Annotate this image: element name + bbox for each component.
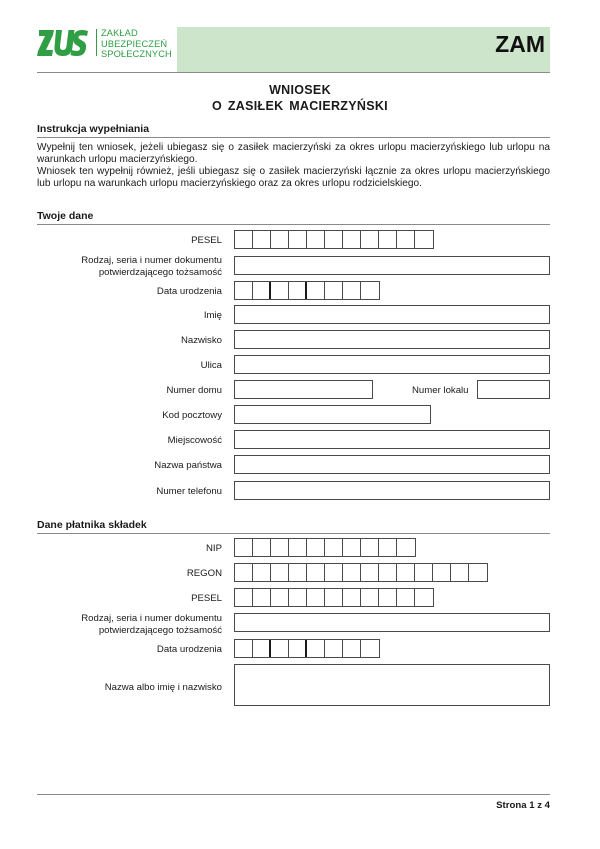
payer-birth-date-cells[interactable] (234, 639, 380, 658)
digit-cell[interactable] (325, 231, 343, 248)
payer-name-label: Nazwa albo imię i nazwisko (104, 682, 222, 693)
street-input[interactable] (234, 355, 550, 374)
apartment-number-label: Numer lokalu (412, 385, 469, 396)
country-input[interactable] (234, 455, 550, 474)
digit-cell[interactable] (361, 564, 379, 581)
street-label: Ulica (200, 360, 222, 371)
digit-cell[interactable] (289, 539, 307, 556)
payer-pesel-label: PESEL (191, 593, 222, 604)
digit-cell[interactable] (325, 640, 343, 657)
digit-cell[interactable] (361, 231, 379, 248)
digit-cell[interactable] (253, 539, 271, 556)
digit-cell[interactable] (343, 640, 361, 657)
digit-cell[interactable] (415, 564, 433, 581)
digit-cell[interactable] (307, 282, 325, 299)
digit-cell[interactable] (235, 539, 253, 556)
digit-cell[interactable] (271, 640, 289, 657)
digit-cell[interactable] (343, 589, 361, 606)
digit-cell[interactable] (469, 564, 487, 581)
instructions-paragraph-1: Wypełnij ten wniosek, jeżeli ubiegasz się o zasiłek macierzyński za okres urlopu macierzyńskiego lub urlopu na warunkach urlopu macierzyńskiego. (37, 142, 550, 165)
regon-cells[interactable] (234, 563, 488, 582)
logo-divider (96, 29, 97, 56)
digit-cell[interactable] (343, 539, 361, 556)
instructions-paragraph-2: Wniosek ten wypełnij również, jeśli ubiegasz się o zasiłek macierzyński łącznie za okres urlopu macierzyńskiego lub urlopu na warunkach urlopu macierzyńskiego oraz za okres urlopu rodzicielskiego. (37, 166, 550, 189)
digit-cell[interactable] (379, 539, 397, 556)
digit-cell[interactable] (235, 231, 253, 248)
digit-cell[interactable] (271, 231, 289, 248)
phone-input[interactable] (234, 481, 550, 500)
digit-cell[interactable] (361, 640, 379, 657)
digit-cell[interactable] (397, 564, 415, 581)
digit-cell[interactable] (397, 539, 415, 556)
digit-cell[interactable] (253, 282, 271, 299)
document-label: Rodzaj, seria i numer dokumentu potwierdzającego tożsamość (81, 255, 222, 278)
digit-cell[interactable] (271, 539, 289, 556)
form-title-line1: WNIOSEK (269, 83, 331, 97)
country-label: Nazwa państwa (154, 460, 222, 471)
digit-cell[interactable] (325, 589, 343, 606)
digit-cell[interactable] (343, 231, 361, 248)
header-band (177, 27, 550, 72)
digit-cell[interactable] (289, 231, 307, 248)
payer-pesel-cells[interactable] (234, 588, 434, 607)
house-number-label: Numer domu (166, 385, 222, 396)
payer-document-label: Rodzaj, seria i numer dokumentu potwierdzającego tożsamość (81, 613, 222, 636)
digit-cell[interactable] (361, 282, 379, 299)
payer-name-input[interactable] (234, 664, 550, 706)
digit-cell[interactable] (361, 589, 379, 606)
digit-cell[interactable] (271, 282, 289, 299)
apartment-number-input[interactable] (477, 380, 550, 399)
digit-cell[interactable] (289, 589, 307, 606)
page-number: Strona 1 z 4 (496, 800, 550, 811)
footer-divider (37, 794, 550, 795)
digit-cell[interactable] (235, 564, 253, 581)
digit-cell[interactable] (397, 231, 415, 248)
pesel-cells[interactable] (234, 230, 434, 249)
digit-cell[interactable] (415, 231, 433, 248)
first-name-input[interactable] (234, 305, 550, 324)
digit-cell[interactable] (343, 282, 361, 299)
last-name-label: Nazwisko (180, 335, 222, 346)
your-data-heading: Twoje dane (37, 210, 550, 225)
payer-data-heading: Dane płatnika składek (37, 519, 550, 534)
zus-logo-icon (37, 26, 89, 60)
digit-cell[interactable] (271, 564, 289, 581)
first-name-label: Imię (203, 310, 222, 321)
digit-cell[interactable] (343, 564, 361, 581)
header-divider (37, 72, 550, 73)
form-code: ZAM (495, 31, 545, 57)
house-number-input[interactable] (234, 380, 373, 399)
birth-date-cells[interactable] (234, 281, 380, 300)
digit-cell[interactable] (307, 640, 325, 657)
digit-cell[interactable] (235, 282, 253, 299)
digit-cell[interactable] (433, 564, 451, 581)
digit-cell[interactable] (325, 539, 343, 556)
digit-cell[interactable] (307, 539, 325, 556)
regon-label: REGON (186, 568, 222, 579)
city-input[interactable] (234, 430, 550, 449)
phone-label: Numer telefonu (156, 486, 222, 497)
form-title-line2: O ZASIŁEK MACIERZYŃSKI (212, 99, 388, 113)
postal-code-label: Kod pocztowy (162, 410, 222, 421)
last-name-input[interactable] (234, 330, 550, 349)
instructions-heading: Instrukcja wypełniania (37, 123, 550, 138)
nip-label: NIP (206, 543, 222, 554)
digit-cell[interactable] (253, 589, 271, 606)
pesel-label: PESEL (191, 235, 222, 246)
digit-cell[interactable] (253, 640, 271, 657)
digit-cell[interactable] (289, 564, 307, 581)
digit-cell[interactable] (307, 231, 325, 248)
digit-cell[interactable] (307, 564, 325, 581)
postal-code-input[interactable] (234, 405, 431, 424)
digit-cell[interactable] (415, 589, 433, 606)
digit-cell[interactable] (379, 589, 397, 606)
digit-cell[interactable] (325, 564, 343, 581)
digit-cell[interactable] (451, 564, 469, 581)
digit-cell[interactable] (307, 589, 325, 606)
digit-cell[interactable] (271, 589, 289, 606)
digit-cell[interactable] (379, 231, 397, 248)
payer-birth-date-label: Data urodzenia (156, 644, 222, 655)
digit-cell[interactable] (235, 640, 253, 657)
digit-cell[interactable] (289, 640, 307, 657)
digit-cell[interactable] (235, 589, 253, 606)
digit-cell[interactable] (289, 282, 307, 299)
zus-logo-text: ZAKŁAD UBEZPIECZEŃ SPOŁECZNYCH (101, 28, 172, 59)
digit-cell[interactable] (325, 282, 343, 299)
digit-cell[interactable] (361, 539, 379, 556)
nip-cells[interactable] (234, 538, 416, 557)
digit-cell[interactable] (253, 564, 271, 581)
document-input[interactable] (234, 256, 550, 275)
birth-date-label: Data urodzenia (156, 286, 222, 297)
digit-cell[interactable] (397, 589, 415, 606)
city-label: Miejscowość (167, 435, 222, 446)
digit-cell[interactable] (253, 231, 271, 248)
payer-document-input[interactable] (234, 613, 550, 632)
digit-cell[interactable] (379, 564, 397, 581)
